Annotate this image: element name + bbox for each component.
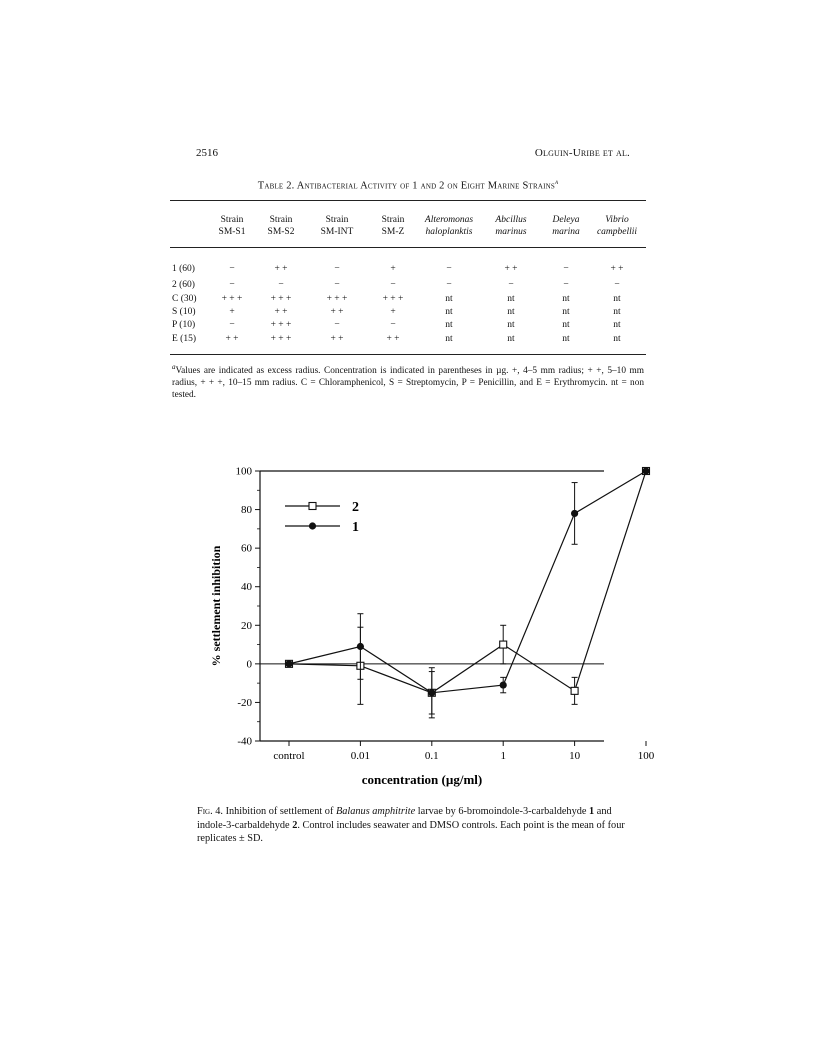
table-cell: nt	[507, 294, 515, 304]
data-point-series-2	[571, 687, 578, 694]
x-tick-label: 100	[637, 750, 655, 762]
table-cell: −	[229, 320, 235, 330]
column-header-line1: Strain	[269, 215, 293, 225]
figure-4	[200, 460, 655, 800]
table-cell: + + +	[270, 294, 292, 304]
legend-marker	[309, 503, 316, 510]
caption-fragment: . Control includes seawater and DMSO controls. Each point is the mean of four replicates ± SD.	[197, 819, 625, 844]
column-header-line2: SM-S1	[218, 227, 246, 237]
column-header-line1: Alteromonas	[424, 215, 474, 225]
table-cell: nt	[507, 320, 515, 330]
table-cell: −	[229, 264, 235, 274]
table-cell: −	[229, 280, 235, 290]
figure-label: Fig. 4.	[197, 806, 223, 817]
y-tick-label: 100	[235, 465, 252, 478]
table-cell: −	[563, 264, 569, 274]
y-tick-label: 80	[241, 504, 252, 517]
row-label: S (10)	[172, 307, 196, 317]
y-tick-label: 60	[241, 542, 252, 555]
y-tick-label: 0	[246, 658, 252, 671]
x-tick-label: control	[273, 750, 305, 762]
data-point-series-1	[642, 467, 649, 474]
data-point-series-1	[428, 689, 435, 696]
column-header-line2: SM-INT	[320, 227, 354, 237]
table-cell: nt	[445, 320, 453, 330]
table-cell: −	[334, 320, 340, 330]
x-axis-label: concentration (µg/ml)	[361, 772, 483, 787]
table-caption	[0, 178, 816, 192]
table-cell: + +	[504, 264, 518, 274]
column-header-line2: marina	[552, 227, 580, 237]
table-cell: nt	[613, 294, 621, 304]
table-cell: nt	[507, 307, 515, 317]
table-cell: −	[390, 280, 396, 290]
data-point-series-1	[571, 510, 578, 517]
table-cell: −	[334, 264, 340, 274]
table-cell: nt	[445, 334, 453, 344]
y-tick-label: -20	[237, 696, 252, 709]
row-label: 1 (60)	[172, 264, 195, 274]
caption-fragment: and indole-3-carbaldehyde	[197, 806, 612, 831]
table-cell: + +	[330, 307, 344, 317]
column-header-line2: campbellii	[596, 227, 638, 237]
table-cell: + +	[274, 307, 288, 317]
table-caption-mark: a	[555, 178, 559, 186]
column-header-line2: SM-Z	[381, 227, 405, 237]
settlement-inhibition-chart	[200, 460, 655, 800]
data-point-series-1	[357, 643, 364, 650]
table-cell: + +	[610, 264, 624, 274]
table-cell: + +	[274, 264, 288, 274]
table-cell: −	[508, 280, 514, 290]
row-label: C (30)	[172, 294, 197, 304]
column-header	[414, 214, 484, 238]
row-label: P (10)	[172, 320, 196, 330]
column-header	[582, 214, 652, 238]
y-tick-label: 40	[241, 581, 252, 594]
column-header-line1: Deleya	[552, 215, 580, 225]
column-header-line2: marinus	[495, 227, 527, 237]
caption-fragment: 2	[292, 819, 298, 831]
table-top-rule	[170, 200, 646, 201]
legend-label: 1	[352, 520, 359, 535]
table-cell: nt	[613, 334, 621, 344]
table-cell: nt	[562, 294, 570, 304]
table-cell: +	[390, 307, 396, 317]
y-tick-label: -40	[237, 735, 252, 748]
y-tick-label: 20	[241, 619, 252, 632]
table-cell: −	[563, 280, 569, 290]
series-line-2	[289, 471, 646, 693]
table-cell: + + +	[221, 294, 243, 304]
row-label: E (15)	[172, 334, 197, 344]
table-cell: nt	[507, 334, 515, 344]
figure-caption	[197, 805, 642, 846]
caption-fragment: 1	[589, 806, 595, 817]
table-cell: + + +	[270, 320, 292, 330]
table-cell: nt	[562, 320, 570, 330]
x-tick-label: 0.01	[350, 750, 371, 762]
column-header-line1: Strain	[220, 215, 244, 225]
x-tick-label: 1	[500, 750, 506, 762]
x-tick-label: 0.1	[424, 750, 439, 762]
legend-label: 2	[352, 500, 359, 515]
table-header-rule	[170, 247, 646, 248]
figure-caption-body	[197, 806, 625, 844]
table-cell: + +	[386, 334, 400, 344]
column-header-line2: SM-S2	[267, 227, 295, 237]
table-cell: + +	[330, 334, 344, 344]
running-head: Olguin-Uribe et al.	[534, 147, 630, 159]
data-point-series-1	[500, 681, 507, 688]
caption-fragment: Balanus amphitrite	[335, 806, 416, 817]
table-cell: nt	[562, 334, 570, 344]
legend-marker	[309, 522, 316, 529]
table-cell: −	[278, 280, 284, 290]
column-header-line1: Strain	[325, 215, 349, 225]
table-cell: −	[390, 320, 396, 330]
table-cell: nt	[445, 307, 453, 317]
table-cell: nt	[613, 320, 621, 330]
footnote-mark: a	[172, 363, 176, 371]
column-header-line2: haloplanktis	[425, 227, 473, 237]
footnote-text: Values are indicated as excess radius. Concentration is indicated in parentheses in µg. +, 4–5 mm radius; + +, 5–10 mm radius, + + +, 10–15 mm radius. C = Chloramphenicol, S = Streptomycin, P = Penicillin, and E = Erythromycin. nt = non tested.	[172, 366, 644, 401]
table-cell: −	[614, 280, 620, 290]
caption-fragment: larvae by 6-bromoindole-3-carbaldehyde	[415, 806, 590, 817]
table-caption-text: Table 2. Antibacterial Activity of 1 and 2 on Eight Marine Strains	[257, 180, 555, 192]
table-cell: nt	[562, 307, 570, 317]
table-cell: + + +	[382, 294, 404, 304]
data-point-series-2	[500, 641, 507, 648]
row-label: 2 (60)	[172, 280, 195, 290]
table-cell: + + +	[270, 334, 292, 344]
table-cell: −	[446, 280, 452, 290]
column-header-line1: Strain	[381, 215, 405, 225]
table-cell: + +	[225, 334, 239, 344]
series-line-1	[289, 471, 646, 693]
table-cell: nt	[445, 294, 453, 304]
table-footnote	[172, 361, 644, 401]
table-cell: −	[334, 280, 340, 290]
table-cell: −	[446, 264, 452, 274]
column-header-line1: Abcillus	[495, 215, 527, 225]
table-bottom-rule	[170, 354, 646, 355]
table-cell: +	[229, 307, 235, 317]
y-axis-label: % settlement inhibition	[209, 545, 223, 667]
x-tick-label: 10	[569, 750, 581, 762]
caption-fragment: Inhibition of settlement of	[225, 806, 336, 817]
page-number: 2516	[196, 147, 218, 159]
column-header-line1: Vibrio	[605, 215, 629, 225]
table-cell: +	[390, 264, 396, 274]
table-cell: nt	[613, 307, 621, 317]
table-cell: + + +	[326, 294, 348, 304]
data-point-series-1	[285, 660, 292, 667]
